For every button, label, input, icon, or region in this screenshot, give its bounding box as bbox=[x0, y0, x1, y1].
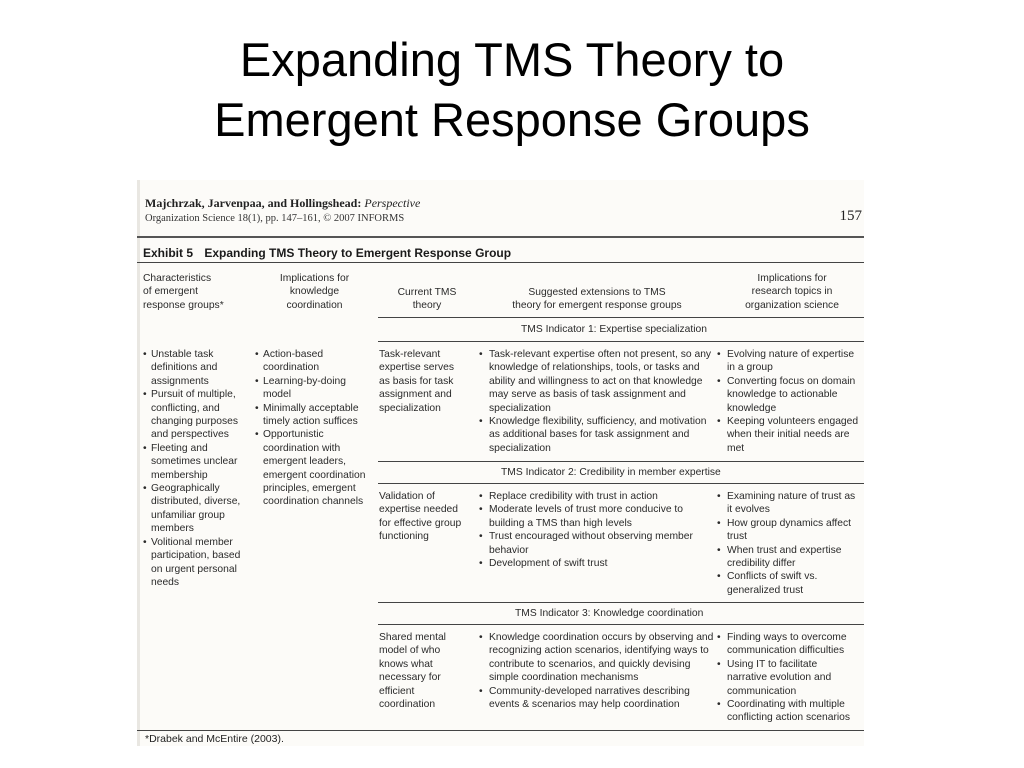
indicator-2-label: TMS Indicator 2: Credibility in member expertise bbox=[501, 467, 721, 478]
indicator-3-current-theory: Shared mental model of who knows what necessary for efficient coordination bbox=[379, 632, 446, 711]
list-item: • Development of swift trust bbox=[479, 557, 714, 570]
coordination-implications-list bbox=[255, 348, 375, 509]
list-item: • Knowledge flexibility, sufficiency, and motivation as additional bases for task assignment and specialization bbox=[479, 415, 714, 455]
indicator-1-current-theory: Task-relevant expertise serves as basis for task assignment and specialization bbox=[379, 349, 454, 414]
scan-edge bbox=[137, 180, 140, 746]
table-bottom-rule bbox=[137, 730, 864, 731]
list-item: • Fleeting and sometimes unclear membership bbox=[143, 442, 253, 482]
page-number: 157 bbox=[839, 208, 862, 224]
list-item: • Converting focus on domain knowledge to actionable knowledge bbox=[717, 375, 859, 415]
characteristics-list bbox=[143, 348, 253, 589]
list-item: • When trust and expertise credibility differ bbox=[717, 544, 859, 571]
header-research-implications: Implications for research topics in organization science bbox=[745, 273, 839, 311]
list-item: • Coordinating with multiple conflicting action scenarios bbox=[717, 698, 859, 725]
header-bottom-rule bbox=[378, 317, 864, 318]
list-item: • Unstable task definitions and assignments bbox=[143, 348, 253, 388]
list-item: • Examining nature of trust as it evolves bbox=[717, 490, 859, 517]
indicator-2-research bbox=[717, 490, 859, 597]
list-item: • Pursuit of multiple, conflicting, and changing purposes and perspectives bbox=[143, 388, 253, 442]
header-suggested-extensions: Suggested extensions to TMS theory for emergent response groups bbox=[512, 287, 682, 312]
article-section: Perspective bbox=[364, 196, 421, 210]
indicator-1-label: TMS Indicator 1: Expertise specialization bbox=[521, 324, 707, 335]
list-item: • Geographically distributed, diverse, unfamiliar group members bbox=[143, 482, 253, 536]
slide-title bbox=[0, 30, 1024, 150]
list-item: • How group dynamics affect trust bbox=[717, 517, 859, 544]
indicator-2-top-rule bbox=[378, 461, 864, 462]
list-item: • Using IT to facilitate narrative evolution and communication bbox=[717, 658, 859, 698]
slide-title-line-2: Emergent Response Groups bbox=[214, 93, 810, 146]
article-header bbox=[145, 196, 420, 211]
list-item: • Task-relevant expertise often not present, so any knowledge of relationships, tools, or tasks and ability and willingness to act on that knowledge may serve as basis of task assignment and specialization bbox=[479, 348, 714, 415]
list-item: • Conflicts of swift vs. generalized trust bbox=[717, 570, 859, 597]
list-item: • Community-developed narratives describing events & scenarios may help coordination bbox=[479, 685, 714, 712]
indicator-1-research bbox=[717, 348, 859, 455]
indicator-3-rule bbox=[378, 624, 864, 625]
indicator-1-rule bbox=[378, 341, 864, 342]
list-item: • Action-based coordination bbox=[255, 348, 375, 375]
list-item: • Trust encouraged without observing member behavior bbox=[479, 530, 714, 557]
header-top-rule bbox=[137, 262, 864, 263]
indicator-1-extensions bbox=[479, 348, 714, 455]
indicator-2-rule bbox=[378, 483, 864, 484]
list-item: • Learning-by-doing model bbox=[255, 375, 375, 402]
header-characteristics: Characteristics of emergent response groups* bbox=[143, 273, 224, 311]
header-implications-coordination: Implications for knowledge coordination bbox=[279, 273, 350, 311]
header-current-tms: Current TMS theory bbox=[397, 287, 457, 312]
article-citation: Organization Science 18(1), pp. 147–161, © 2007 INFORMS bbox=[145, 213, 405, 224]
indicator-3-extensions bbox=[479, 631, 714, 711]
indicator-3-top-rule bbox=[378, 602, 864, 603]
indicator-2-extensions bbox=[479, 490, 714, 570]
exhibit-top-rule bbox=[137, 236, 864, 238]
list-item: • Volitional member participation, based on urgent personal needs bbox=[143, 536, 253, 590]
list-item: • Opportunistic coordination with emergent leaders, emergent coordination principles, emergent coordination channels bbox=[255, 428, 375, 508]
list-item: • Knowledge coordination occurs by observing and recognizing action scenarios, identifying ways to contribute to scenarios, and quickly devising simple coordination mechanisms bbox=[479, 631, 714, 685]
exhibit-footnote: *Drabek and McEntire (2003). bbox=[145, 733, 284, 745]
exhibit-title bbox=[143, 246, 511, 260]
exhibit-title-text: Expanding TMS Theory to Emergent Response Group bbox=[204, 246, 512, 260]
article-authors: Majchrzak, Jarvenpaa, and Hollingshead: bbox=[145, 196, 362, 210]
list-item: • Finding ways to overcome communication difficulties bbox=[717, 631, 859, 658]
indicator-2-current-theory: Validation of expertise needed for effective group functioning bbox=[379, 491, 462, 543]
list-item: • Evolving nature of expertise in a group bbox=[717, 348, 859, 375]
list-item: • Minimally acceptable timely action suffices bbox=[255, 402, 375, 429]
exhibit-label: Exhibit 5 bbox=[143, 246, 194, 260]
indicator-3-label: TMS Indicator 3: Knowledge coordination bbox=[515, 608, 704, 619]
scanned-exhibit-image bbox=[137, 180, 864, 746]
slide-title-line-1: Expanding TMS Theory to bbox=[239, 33, 785, 86]
list-item: • Keeping volunteers engaged when their initial needs are met bbox=[717, 415, 859, 455]
list-item: • Moderate levels of trust more conducive to building a TMS than high levels bbox=[479, 503, 714, 530]
indicator-3-research bbox=[717, 631, 859, 725]
list-item: • Replace credibility with trust in action bbox=[479, 490, 714, 503]
